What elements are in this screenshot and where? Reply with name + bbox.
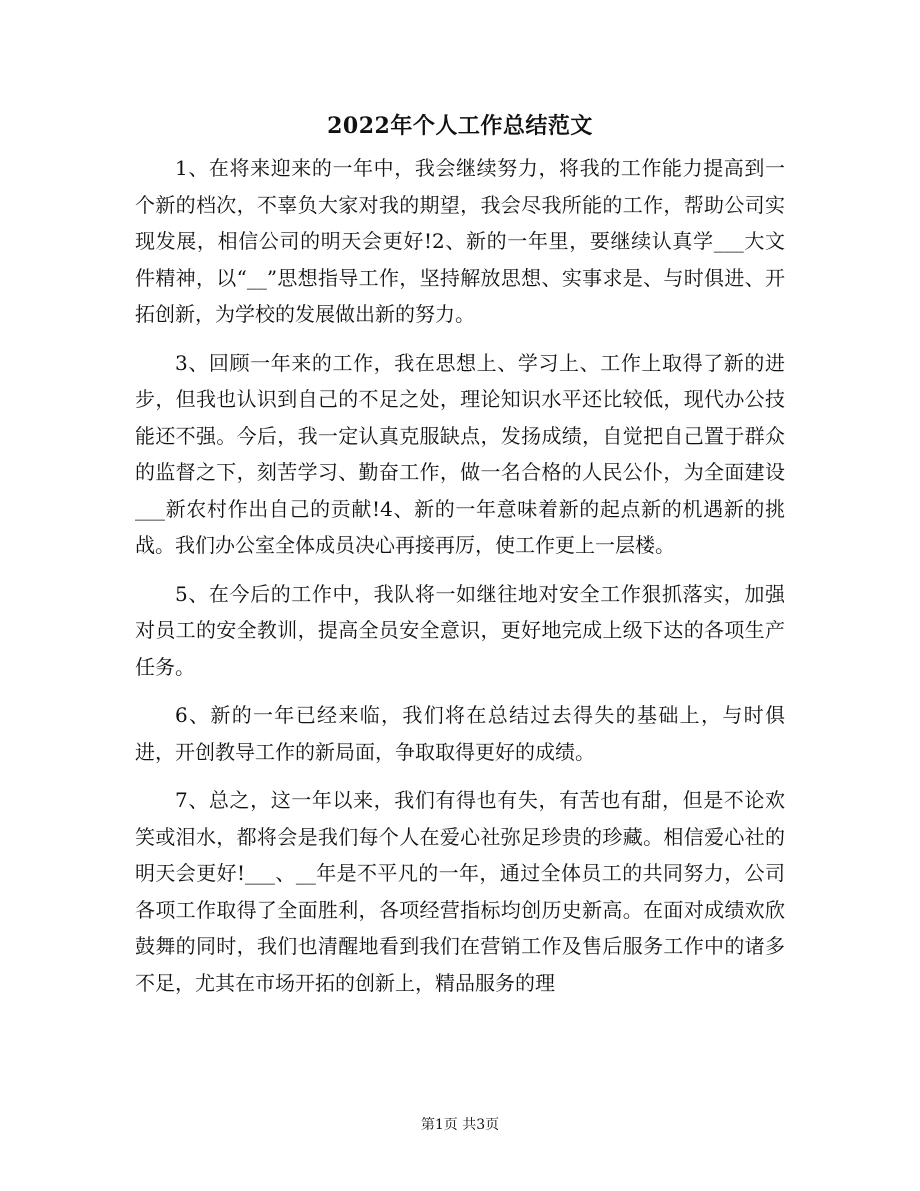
paragraph-2: 3、回顾一年来的工作，我在思想上、学习上、工作上取得了新的进步，但我也认识到自己的不足之处，理论知识水平还比较低，现代办公技能还不强。今后，我一定认真克服缺点，发扬成绩，自觉把自己置于群众的监督之下，刻苦学习、勤奋工作，做一名合格的人民公仆，为全面建设___新农村作出自己的贡献!4、新的一年意味着新的起点新的机遇新的挑战。我们办公室全体成员决心再接再厉，使工作更上一层楼。 (135, 350, 785, 557)
document-body (135, 150, 785, 1013)
page-number-footer: 第1页 共3页 (420, 1117, 500, 1133)
paragraph-3: 5、在今后的工作中，我队将一如继往地对安全工作狠抓落实，加强对员工的安全教训，提高全员安全意识，更好地完成上级下达的各项生产任务。 (135, 581, 785, 679)
document-title: 2022年个人工作总结范文 (327, 113, 593, 139)
paragraph-1: 1、在将来迎来的一年中，我会继续努力，将我的工作能力提高到一个新的档次，不辜负大家对我的期望，我会尽我所能的工作，帮助公司实现发展，相信公司的明天会更好!2、新的一年里，要继续认真学___大文件精神，以“__”思想指导工作，坚持解放思想、实事求是、与时俱进、开拓创新，为学校的发展做出新的努力。 (135, 156, 785, 326)
paragraph-5: 7、总之，这一年以来，我们有得也有失，有苦也有甜，但是不论欢笑或泪水，都将会是我们每个人在爱心社弥足珍贵的珍藏。相信爱心社的明天会更好!___、__年是不平凡的一年，通过全体员工的共同努力，公司各项工作取得了全面胜利，各项经营指标均创历史新高。在面对成绩欢欣鼓舞的同时，我们也清醒地看到我们在营销工作及售后服务工作中的诸多不足，尤其在市场开拓的创新上，精品服务的理 (135, 788, 785, 995)
paragraph-4: 6、新的一年已经来临，我们将在总结过去得失的基础上，与时俱进，开创教导工作的新局面，争取取得更好的成绩。 (135, 703, 785, 764)
